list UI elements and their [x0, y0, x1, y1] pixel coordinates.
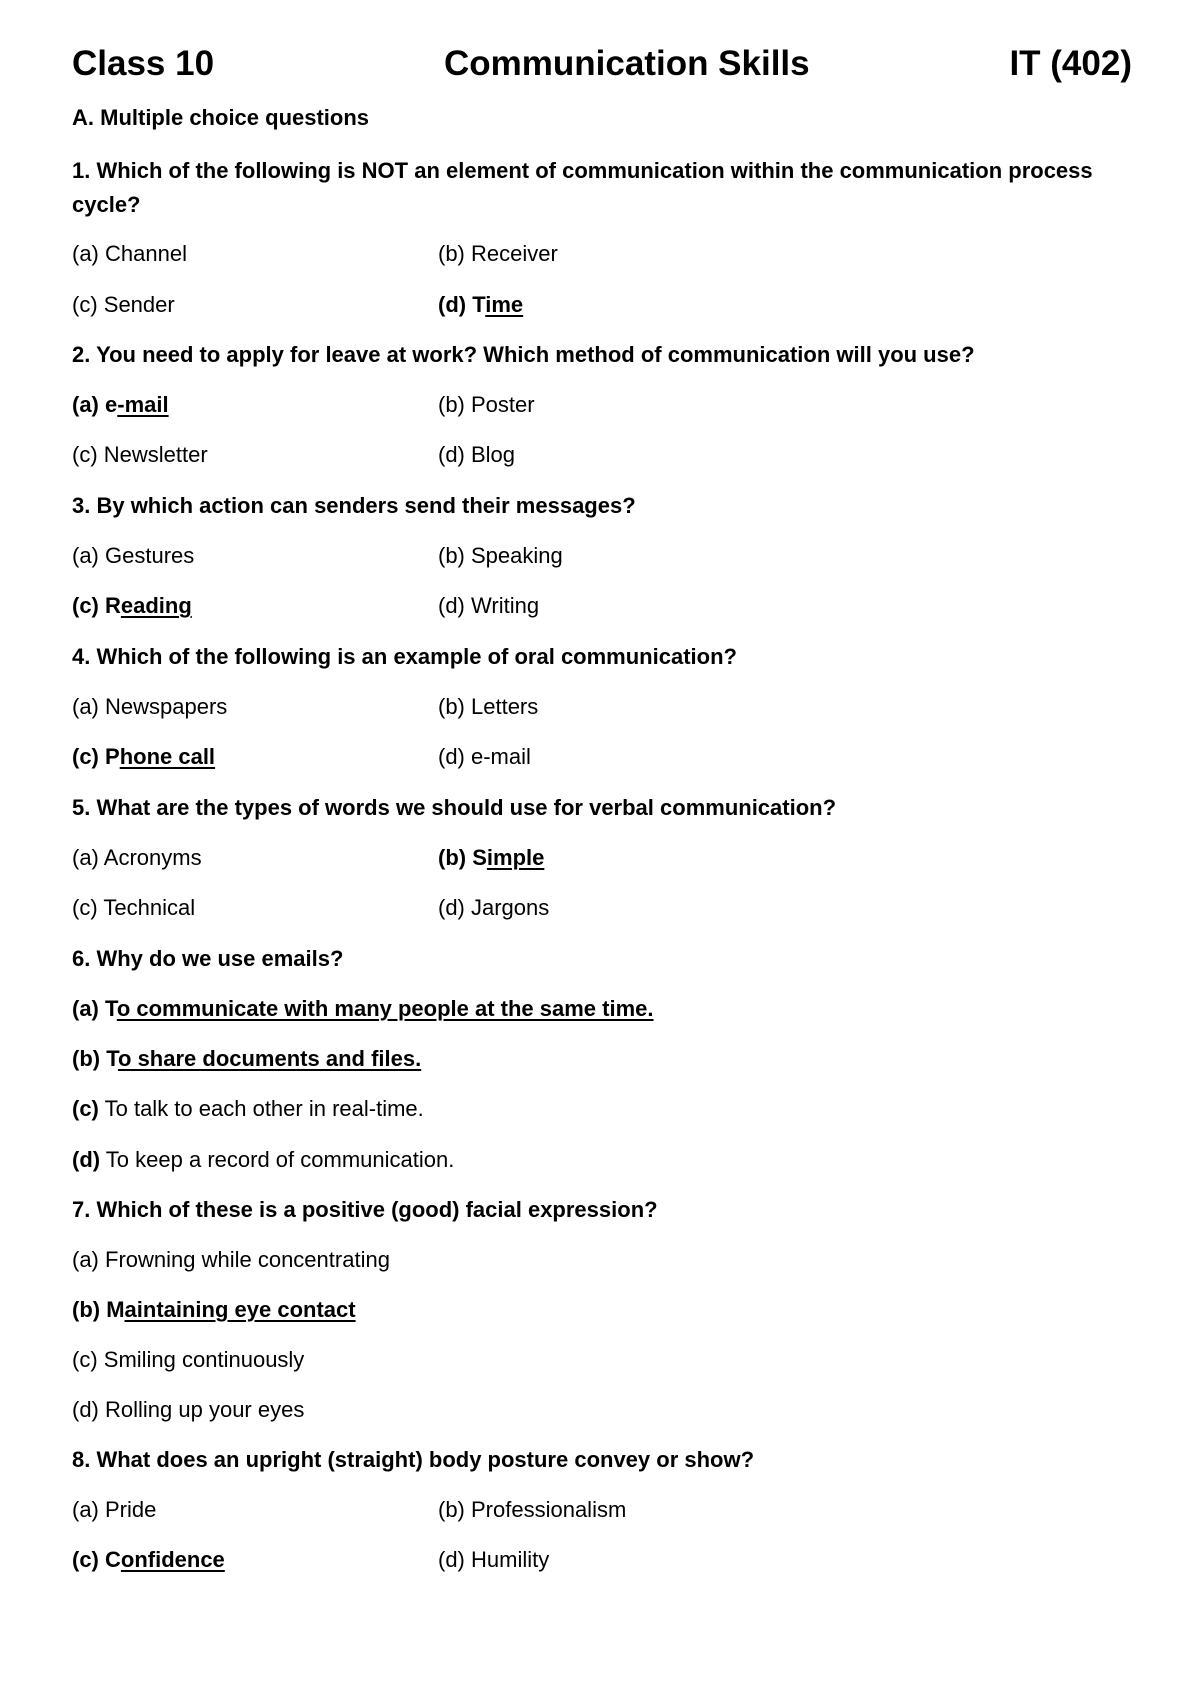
q3-option-b: (b) Speaking [438, 543, 563, 568]
q1-option-b: (b) Receiver [438, 241, 558, 266]
answer-prefix: (c) R [72, 593, 121, 618]
q4-option-a: (a) Newspapers [72, 694, 228, 719]
option-text: To talk to each other in real-time. [98, 1096, 424, 1121]
q2-option-a-answer [72, 388, 169, 422]
header-code: IT (402) [1009, 44, 1132, 83]
section-title: A. Multiple choice questions [72, 105, 370, 130]
question-2: 2. You need to apply for leave at work? Which method of communication will you use? [72, 342, 975, 367]
header-subject: Communication Skills [444, 44, 810, 83]
q5-option-c: (c) Technical [72, 895, 196, 920]
question-3: 3. By which action can senders send their messages? [72, 493, 636, 518]
answer-underlined: imple [486, 845, 545, 870]
q5-option-a: (a) Acronyms [72, 845, 202, 870]
q3-option-d: (d) Writing [438, 593, 540, 618]
question-4: 4. Which of the following is an example of oral communication? [72, 644, 737, 669]
answer-prefix: (c) P [72, 744, 120, 769]
q7-option-d: (d) Rolling up your eyes [72, 1397, 305, 1422]
q6-option-c [72, 1092, 424, 1126]
answer-underlined: onfidence [120, 1547, 225, 1572]
q3-option-c-answer [72, 589, 192, 623]
q2-option-d: (d) Blog [438, 442, 516, 467]
q2-option-c: (c) Newsletter [72, 442, 208, 467]
q5-option-d: (d) Jargons [438, 895, 550, 920]
option-text: To keep a record of communication. [100, 1147, 455, 1172]
question-6: 6. Why do we use emails? [72, 946, 344, 971]
q8-option-b: (b) Professionalism [438, 1497, 627, 1522]
q4-option-c-answer [72, 740, 215, 774]
answer-prefix: (c) C [72, 1547, 121, 1572]
header-class: Class 10 [72, 44, 215, 83]
answer-prefix: (d) T [438, 292, 486, 317]
q6-option-d [72, 1143, 454, 1177]
answer-underlined: eading [120, 593, 192, 618]
answer-underlined: -mail [117, 392, 169, 417]
q1-option-c: (c) Sender [72, 292, 175, 317]
q8-option-c-answer [72, 1543, 225, 1577]
answer-prefix: (b) M [72, 1297, 125, 1322]
question-8: 8. What does an upright (straight) body posture convey or show? [72, 1447, 755, 1472]
question-5: 5. What are the types of words we should use for verbal communication? [72, 795, 837, 820]
q1-option-d-answer [438, 288, 523, 322]
answer-underlined: hone call [119, 744, 216, 769]
q7-option-a: (a) Frowning while concentrating [72, 1247, 390, 1272]
answer-prefix: (b) S [438, 845, 487, 870]
q4-option-b: (b) Letters [438, 694, 539, 719]
q5-option-b-answer [438, 841, 544, 875]
option-label: (c) [72, 1096, 99, 1121]
q7-option-c: (c) Smiling continuously [72, 1347, 305, 1372]
q7-option-b-answer [72, 1293, 356, 1327]
q8-option-a: (a) Pride [72, 1497, 157, 1522]
q3-option-a: (a) Gestures [72, 543, 195, 568]
answer-underlined: o share documents and files. [118, 1046, 422, 1071]
answer-underlined: aintaining eye contact [124, 1297, 356, 1322]
option-label: (d) [72, 1147, 101, 1172]
answer-underlined: o communicate with many people at the same time. [116, 996, 654, 1021]
answer-underlined: ime [485, 292, 524, 317]
q8-option-d: (d) Humility [438, 1547, 550, 1572]
q1-option-a: (a) Channel [72, 241, 187, 266]
q4-option-d: (d) e-mail [438, 744, 531, 769]
question-7: 7. Which of these is a positive (good) facial expression? [72, 1197, 658, 1222]
q6-option-a-answer [72, 992, 654, 1026]
page-header [72, 44, 1132, 88]
answer-prefix: (a) e [72, 392, 118, 417]
answer-prefix: (b) T [72, 1046, 119, 1071]
q6-option-b-answer [72, 1042, 421, 1076]
q2-option-b: (b) Poster [438, 392, 535, 417]
answer-prefix: (a) T [72, 996, 117, 1021]
question-1: 1. Which of the following is NOT an element of communication within the communication process cycle? [72, 158, 1093, 217]
